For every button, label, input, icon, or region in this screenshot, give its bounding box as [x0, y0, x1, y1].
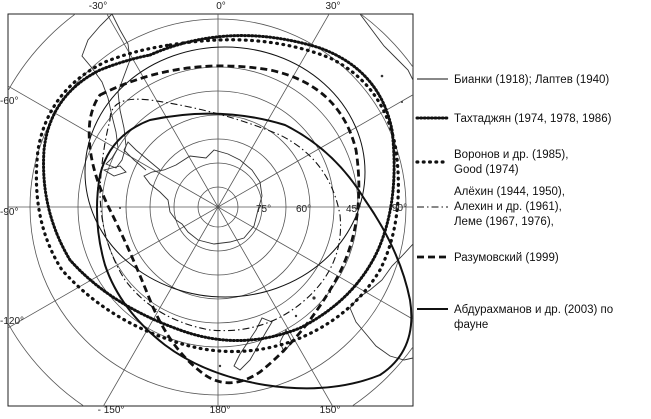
label-lon-minus120: -120° [0, 316, 25, 327]
antarctic-peninsula [124, 142, 160, 170]
label-lon-30: 30° [325, 1, 341, 12]
label-lon-minus30: -30° [88, 1, 108, 12]
label-lon-0: 0° [216, 1, 226, 12]
australia-coastline [350, 244, 413, 360]
label-lon-minus60: -60° [0, 96, 19, 107]
legend-label-voronov-1: Воронов и др. (1985), [454, 149, 569, 161]
legend-label-razumovsky: Разумовский (1999) [454, 252, 559, 264]
tierra-del-fuego [104, 166, 126, 176]
label-lat-45: 45° [346, 204, 362, 215]
legend-label-voronov-2: Good (1974) [454, 164, 519, 176]
label-lon-150: 150° [319, 405, 341, 416]
legend-label-alekhin-3: Леме (1967, 1976), [454, 216, 554, 228]
label-lat-75: 75° [256, 204, 272, 215]
boundary-voronov-good [36, 40, 398, 352]
antarctica-coastline [144, 150, 262, 244]
label-lon-90: 90° [392, 203, 408, 214]
legend-label-takhtadzhyan: Тахтаджян (1974, 1978, 1986) [454, 113, 612, 125]
legend-label-abdurakhmanov-1: Абдурахманов и др. (2003) по [454, 304, 614, 316]
label-lon-minus90: -90° [0, 207, 19, 218]
boundary-abdurakhmanov [97, 114, 411, 389]
africa-coastline [360, 14, 413, 80]
legend [417, 74, 613, 331]
legend-label-abdurakhmanov-2: фауне [454, 319, 489, 331]
label-lon-minus150: - 150° [97, 405, 125, 416]
legend-label-alekhin-2: Алехин и др. (1961), [454, 201, 562, 213]
legend-label-alekhin-1: Алёхин (1944, 1950), [454, 186, 565, 198]
label-lon-180: 180° [209, 405, 231, 416]
legend-label-bianki: Бианки (1918); Лаптев (1940) [454, 74, 610, 86]
boundary-takhtadzhyan [44, 36, 395, 341]
label-lat-60: 60° [296, 204, 312, 215]
